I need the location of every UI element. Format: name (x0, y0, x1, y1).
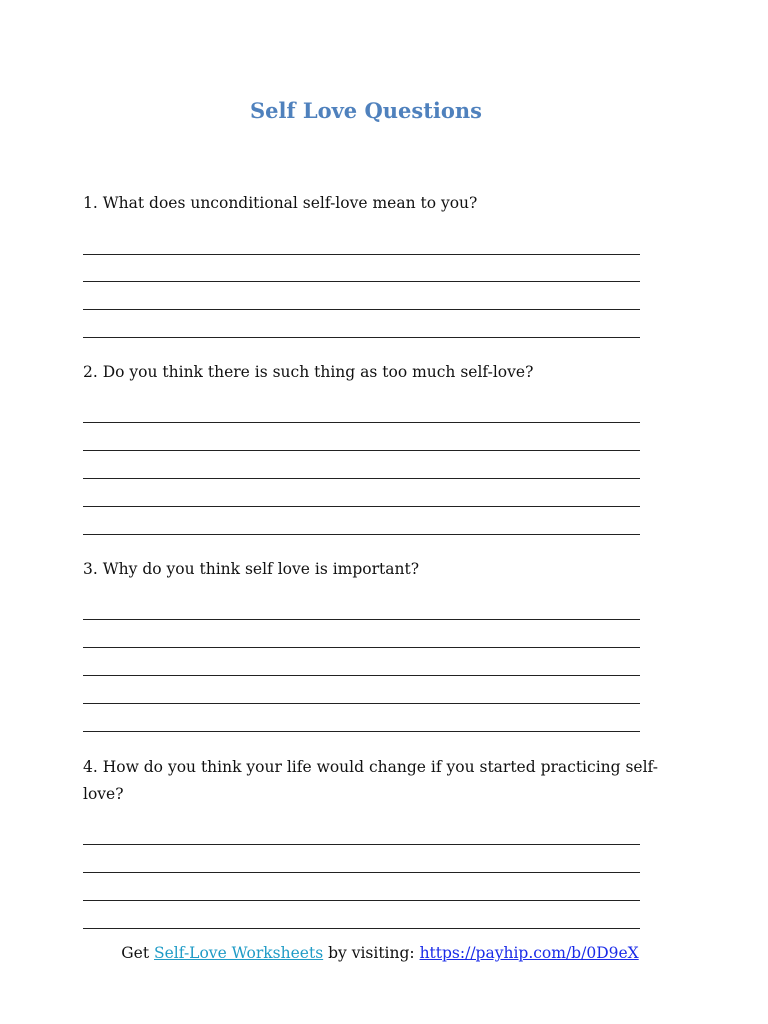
answer-line[interactable] (83, 675, 640, 676)
footer-prefix: Get (121, 944, 155, 962)
answer-line[interactable] (83, 872, 640, 873)
answer-line[interactable] (83, 506, 640, 507)
answer-line[interactable] (83, 337, 640, 338)
answer-line[interactable] (83, 450, 640, 451)
question-3: 3. Why do you think self love is important? (83, 560, 420, 578)
answer-line[interactable] (83, 619, 640, 620)
answer-line[interactable] (83, 647, 640, 648)
footer-middle: by visiting: (323, 944, 420, 962)
answer-line[interactable] (83, 281, 640, 282)
question-1: 1. What does unconditional self-love mean to you? (83, 194, 478, 212)
payhip-url-link[interactable]: https://payhip.com/b/0D9eX (419, 944, 639, 962)
answer-line[interactable] (83, 422, 640, 423)
question-2: 2. Do you think there is such thing as too much self-love? (83, 363, 534, 381)
question-4: 4. How do you think your life would change if you started practicing self-love? (83, 758, 658, 803)
answer-line[interactable] (83, 478, 640, 479)
page-title: Self Love Questions (249, 98, 482, 123)
answer-line[interactable] (83, 254, 640, 255)
answer-line[interactable] (83, 731, 640, 732)
answer-line[interactable] (83, 703, 640, 704)
answer-line[interactable] (83, 844, 640, 845)
answer-line[interactable] (83, 309, 640, 310)
answer-line[interactable] (83, 900, 640, 901)
answer-line[interactable] (83, 534, 640, 535)
worksheets-link[interactable]: Self-Love Worksheets (154, 944, 324, 962)
answer-line[interactable] (83, 928, 640, 929)
footer (0, 944, 760, 962)
